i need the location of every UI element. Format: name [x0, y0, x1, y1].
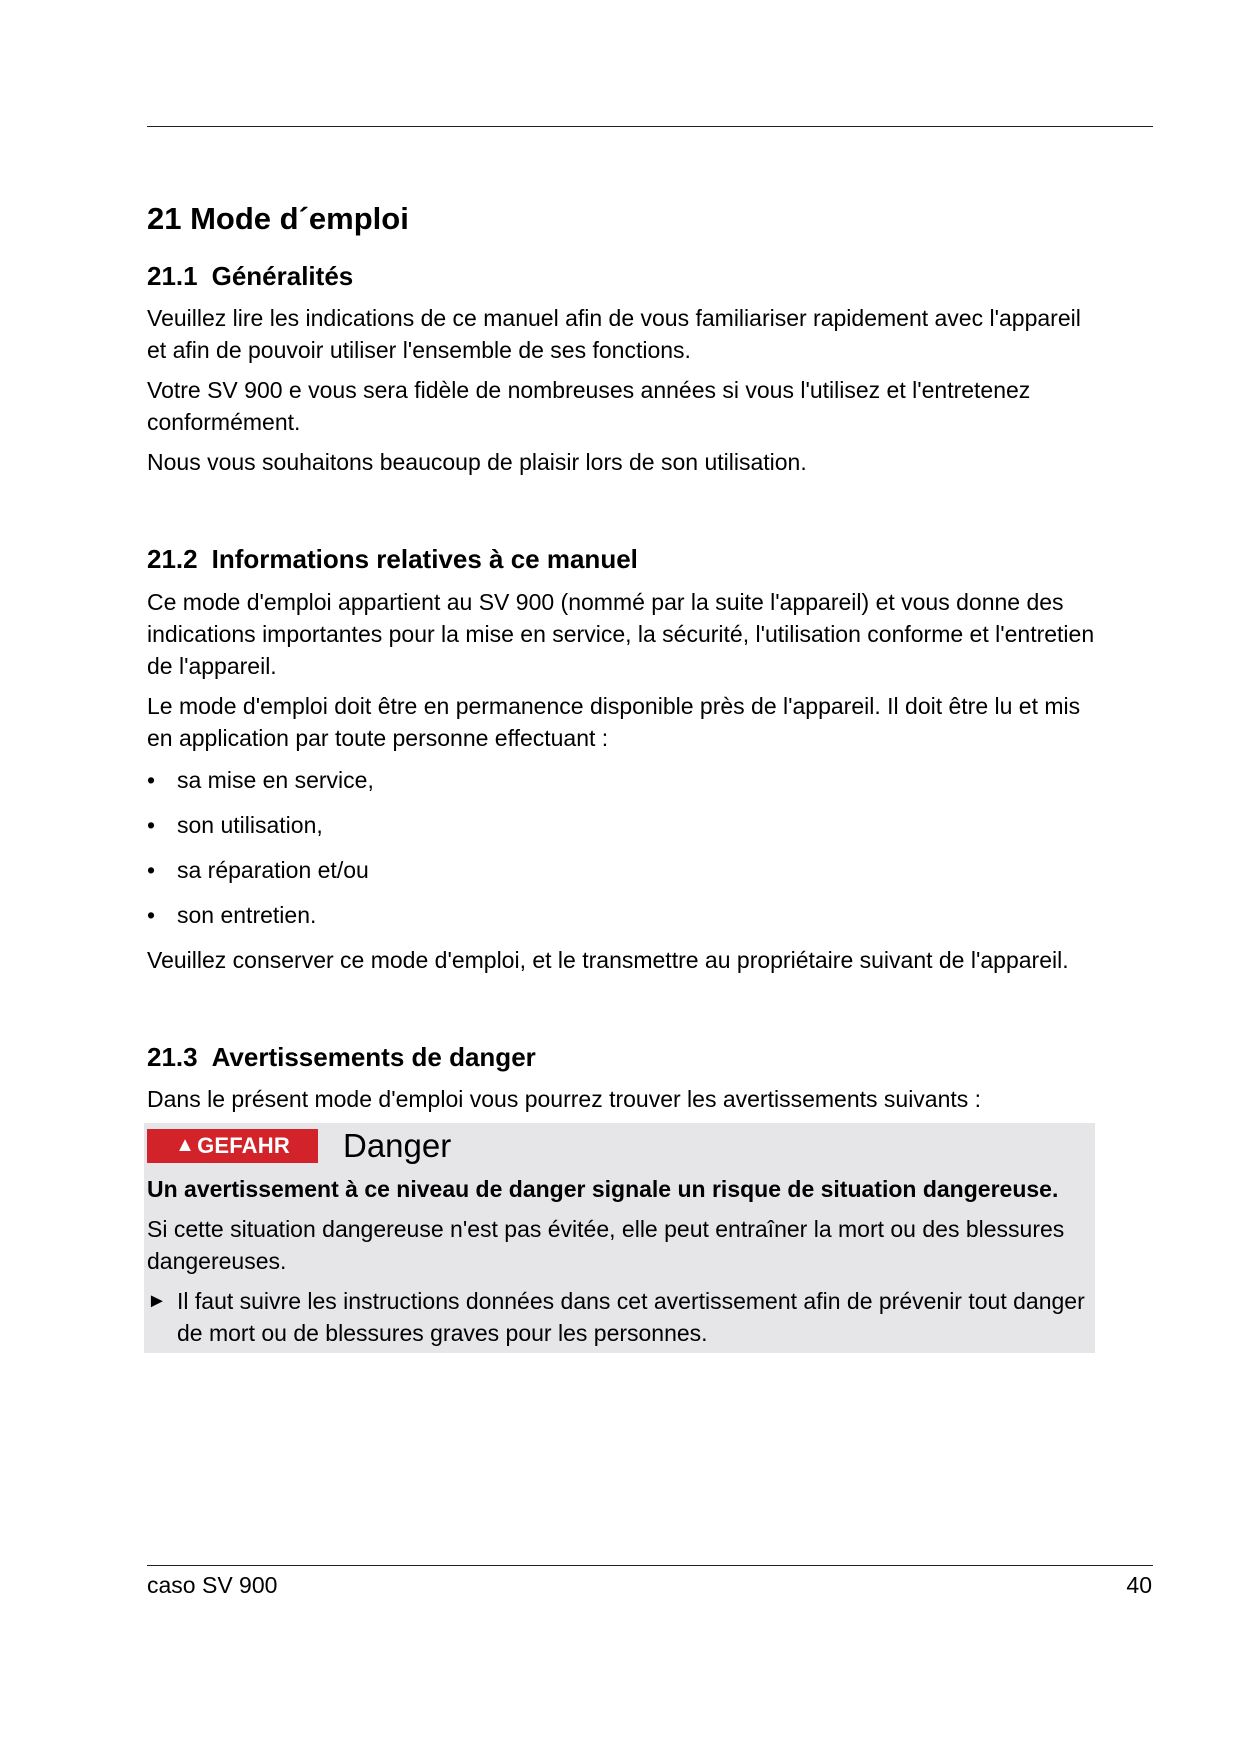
- paragraph: Dans le présent mode d'emploi vous pourrez trouver les avertissements suivants :: [147, 1085, 982, 1112]
- section-heading-informations: [147, 544, 1097, 575]
- section-number: 21.3: [147, 1041, 198, 1072]
- section-title: Généralités: [211, 261, 354, 292]
- danger-text: Si cette situation dangereuse n'est pas évitée, elle peut entraîner la mort ou des blessures dangereuses.: [147, 1215, 1065, 1274]
- list-item: • sa réparation et/ou: [147, 854, 1097, 886]
- list-item: • son entretien.: [147, 899, 1097, 931]
- warning-triangle-icon: ▲: [175, 1134, 196, 1157]
- paragraph: Veuillez conserver ce mode d'emploi, et le transmettre au propriétaire suivant de l'appareil.: [147, 946, 1069, 973]
- page-content: [147, 200, 1097, 1353]
- list-item: • sa mise en service,: [147, 764, 1097, 796]
- bullet-icon: •: [147, 811, 156, 838]
- paragraph: Votre SV 900 e vous sera fidèle de nombreuses années si vous l'utilisez et l'entretenez conformément.: [147, 377, 1031, 436]
- page-number: 40: [1126, 1572, 1152, 1598]
- section-title: Avertissements de danger: [211, 1041, 536, 1072]
- bullet-icon: •: [147, 766, 156, 793]
- gefahr-badge: [147, 1129, 318, 1163]
- danger-instruction: ► Il faut suivre les instructions données dans cet avertissement afin de prévenir tout danger de mort ou de blessures graves pour les personnes.: [147, 1285, 1092, 1349]
- section-number: 21.1: [147, 261, 198, 292]
- bullet-icon: •: [147, 901, 156, 928]
- danger-header: [147, 1125, 1092, 1167]
- paragraph: Veuillez lire les indications de ce manuel afin de vous familiariser rapidement avec l'appareil et afin de pouvoir utiliser l'ensemble de ses fonctions.: [147, 305, 1081, 364]
- paragraph: Nous vous souhaitons beaucoup de plaisir lors de son utilisation.: [147, 449, 807, 476]
- section-number: 21.2: [147, 544, 198, 575]
- header-rule: [147, 126, 1153, 127]
- bullet-list: [147, 764, 1097, 931]
- arrow-right-icon: ►: [147, 1289, 167, 1312]
- bullet-icon: •: [147, 856, 156, 883]
- section-heading-avertissements: [147, 1042, 1097, 1073]
- danger-bold-text: Un avertissement à ce niveau de danger signale un risque de situation dangereuse.: [147, 1175, 1059, 1202]
- paragraph: Le mode d'emploi doit être en permanence disponible près de l'appareil. Il doit être lu et mis en application par toute personne effectuant :: [147, 692, 1081, 751]
- paragraph: Ce mode d'emploi appartient au SV 900 (nommé par la suite l'appareil) et vous donne des indications importantes pour la mise en service, la sécurité, l'utilisation conforme et l'entretien de l'appareil.: [147, 588, 1095, 679]
- danger-warning-box: [144, 1123, 1095, 1353]
- list-item: • son utilisation,: [147, 809, 1097, 841]
- gefahr-label: GEFAHR: [197, 1132, 290, 1158]
- chapter-title: 21 Mode d´emploi: [147, 201, 409, 236]
- danger-title: Danger: [343, 1127, 452, 1165]
- footer-product-name: caso SV 900: [147, 1572, 278, 1598]
- section-title: Informations relatives à ce manuel: [211, 544, 638, 575]
- section-heading-generalites: [147, 261, 1097, 292]
- footer-rule: [147, 1565, 1153, 1566]
